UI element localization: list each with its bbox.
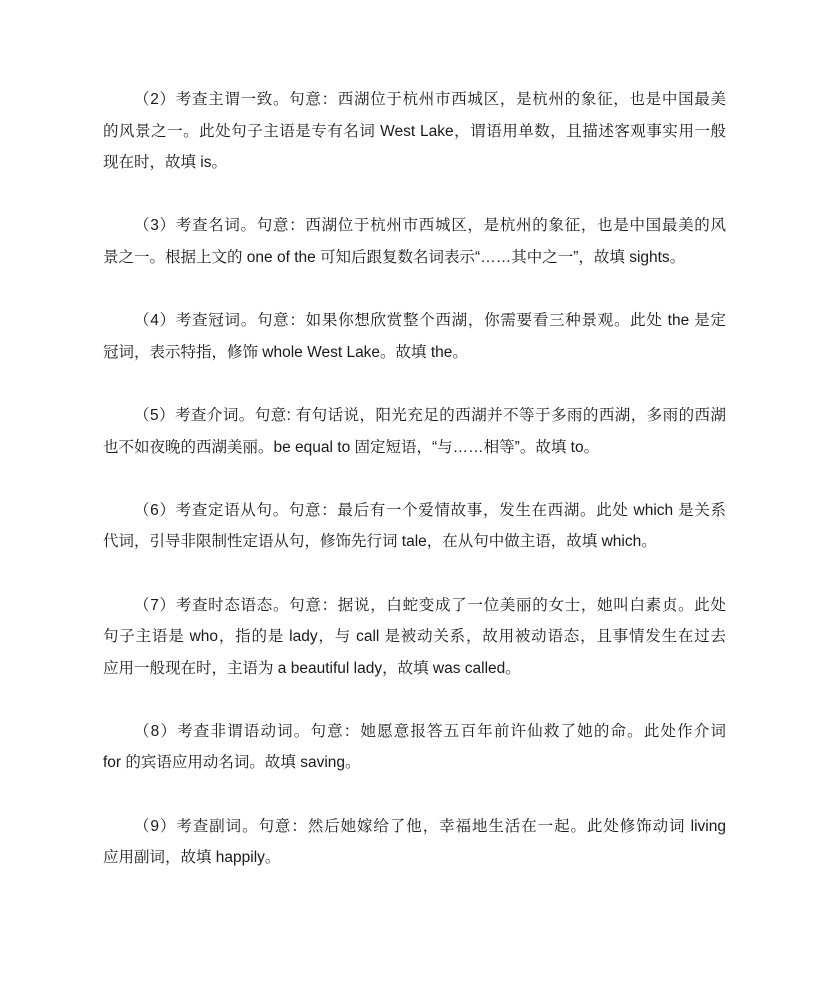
answer-explanation-paragraph [103,400,726,463]
paragraph-line: （3）考查名词。句意：西湖位于杭州市西城区，是杭州的象征，也是中国最美的风 [134,217,726,235]
paragraph-line: 现在时，故填 is。 [103,154,228,172]
paragraph-line: （5）考查介词。句意: 有句话说，阳光充足的西湖并不等于多雨的西湖，多雨的西湖 [134,406,726,424]
paragraph-line: （9）考查副词。句意：然后她嫁给了他，幸福地生活在一起。此处修饰动词 living [134,817,726,835]
paragraph-line: （6）考查定语从句。句意：最后有一个爱情故事，发生在西湖。此处 which 是关系 [134,501,726,519]
answer-explanation-paragraph [103,84,726,179]
document-body [103,84,726,905]
paragraph-line: 冠词，表示特指，修饰 whole West Lake。故填 the。 [103,343,468,361]
paragraph-line: 应用副词，故填 happily。 [103,849,281,867]
paragraph-line: 也不如夜晚的西湖美丽。be equal to 固定短语，“与……相等”。故填 to。 [103,438,600,456]
paragraph-line: 句子主语是 who，指的是 lady，与 call 是被动关系，故用被动语态，且事情发生在过去 [103,628,726,646]
paragraph-line: 应用一般现在时，主语为 a beautiful lady，故填 was called。 [103,659,521,677]
paragraph-line: for 的宾语应用动名词。故填 saving。 [103,754,361,772]
answer-explanation-paragraph [103,716,726,779]
answer-explanation-paragraph [103,811,726,874]
paragraph-line: 的风景之一。此处句子主语是专有名词 West Lake，谓语用单数，且描述客观事实用一般 [103,122,726,140]
paragraph-line: 景之一。根据上文的 one of the 可知后跟复数名词表示“……其中之一”，故填 sights。 [103,248,686,266]
answer-explanation-paragraph [103,495,726,558]
paragraph-line: 代词，引导非限制性定语从句，修饰先行词 tale，在从句中做主语，故填 which。 [103,533,657,551]
paragraph-line: （2）考查主谓一致。句意：西湖位于杭州市西城区，是杭州的象征，也是中国最美 [134,91,726,108]
paragraph-line: （7）考查时态语态。句意：据说，白蛇变成了一位美丽的女士，她叫白素贞。此处 [134,596,726,614]
paragraph-line: （8）考查非谓语动词。句意：她愿意报答五百年前许仙救了她的命。此处作介词 [134,722,726,740]
paragraph-line: （4）考查冠词。句意：如果你想欣赏整个西湖，你需要看三种景观。此处 the 是定 [134,312,726,330]
answer-explanation-paragraph [103,210,726,273]
answer-explanation-paragraph [103,590,726,685]
answer-explanation-paragraph [103,305,726,368]
